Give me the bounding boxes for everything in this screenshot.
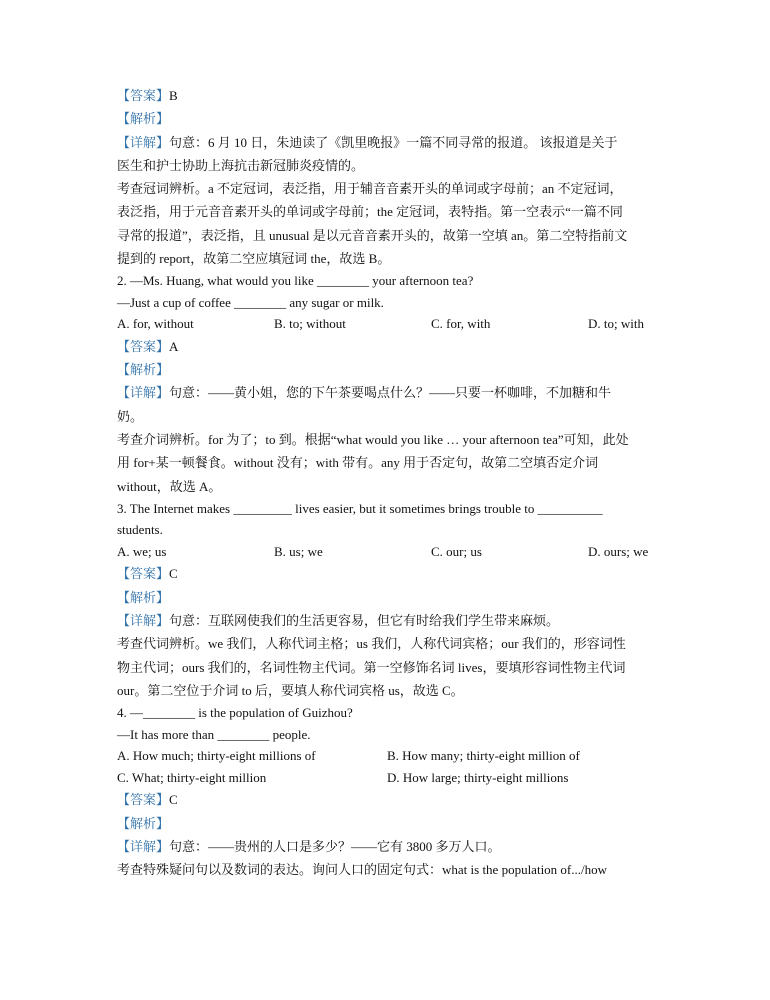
option-b: B. us; we (274, 543, 323, 559)
answer-value: C (169, 566, 178, 582)
option-b: B. to; without (274, 316, 346, 332)
option-a: A. for, without (117, 316, 194, 332)
explanation-line: 提到的 report，故第二空应填冠词 the，故选 B。 (117, 251, 391, 267)
detail-line: 奶。 (117, 408, 144, 424)
question-line: students. (117, 522, 163, 538)
detail-line: 医生和护士协助上海抗击新冠肺炎疫情的。 (117, 157, 365, 173)
option-d: D. to; with (588, 316, 644, 332)
explanation-line: 考查介词辨析。for 为了；to 到。根据“what would you like … your afternoon tea”可知，此处 (117, 432, 629, 448)
explanation-line: 考查冠词辨析。a 不定冠词，表泛指，用于辅音音素开头的单词或字母前；an 不定冠词， (117, 181, 623, 197)
question-line: —Just a cup of coffee ________ any sugar or milk. (117, 294, 384, 310)
explanation-line: 用 for+某一顿餐食。without 没有；with 带有。any 用于否定句，故第二空填否定介词 (117, 455, 599, 471)
answer-value: B (169, 88, 178, 103)
detail-tag: 【详解】 (117, 613, 170, 629)
option-c: C. our; us (431, 543, 482, 559)
option-d: D. How large; thirty-eight millions (387, 769, 569, 785)
explanation-line: 表泛指，用于元音音素开头的单词或字母前；the 定冠词，表特指。第一空表示“一篇不同 (117, 204, 623, 220)
question-line: 3. The Internet makes _________ lives easier, but it sometimes brings trouble to __________ (117, 500, 603, 516)
analysis-tag: 【解析】 (117, 362, 170, 378)
explanation-line: our。第二空位于介词 to 后，要填人称代词宾格 us，故选 C。 (117, 682, 464, 698)
question-line: —It has more than ________ people. (117, 726, 311, 742)
answer-tag: 【答案】 (117, 88, 170, 103)
detail-text: 句意：6 月 10 日，朱迪读了《凯里晚报》一篇不同寻常的报道。 该报道是关于 (169, 134, 618, 150)
analysis-line (117, 107, 657, 130)
option-d: D. ours; we (588, 543, 649, 559)
option-a: A. we; us (117, 543, 167, 559)
options-row (117, 767, 657, 789)
explanation-line: without，故选 A。 (117, 478, 222, 494)
options-row (117, 313, 657, 335)
explanation-line: 物主代词；ours 我们的，名词性物主代词。第一空修饰名词 lives，要填形容词性物主代词 (117, 659, 626, 675)
detail-text: 句意：——黄小姐，您的下午茶要喝点什么？——只要一杯咖啡，不加糖和牛 (169, 385, 612, 401)
option-c: C. for, with (431, 316, 491, 332)
analysis-line (117, 812, 657, 835)
analysis-tag: 【解析】 (117, 589, 170, 605)
detail-line (117, 381, 657, 404)
option-c: C. What; thirty-eight million (117, 769, 267, 785)
explanation-line: 寻常的报道”，表泛指，且 unusual 是以元音音素开头的，故第一空填 an。第二空特指前文 (117, 227, 628, 243)
detail-tag: 【详解】 (117, 134, 170, 150)
document-content (117, 84, 657, 881)
option-a: A. How much; thirty-eight millions of (117, 748, 316, 764)
detail-tag: 【详解】 (117, 838, 170, 854)
analysis-line (117, 358, 657, 381)
detail-line (117, 609, 657, 632)
analysis-line (117, 586, 657, 609)
options-row (117, 745, 657, 767)
analysis-tag: 【解析】 (117, 111, 170, 127)
answer-line (117, 788, 657, 811)
answer-value: A (169, 338, 179, 354)
answer-tag: 【答案】 (117, 338, 170, 354)
detail-line (117, 835, 657, 858)
detail-line (117, 131, 657, 154)
answer-value: C (169, 792, 178, 808)
explanation-line: 考查代词辨析。we 我们，人称代词主格；us 我们，人称代词宾格；our 我们的，形容词性 (117, 636, 626, 652)
option-b: B. How many; thirty-eight million of (387, 748, 580, 764)
answer-line (117, 562, 657, 585)
question-line: 2. —Ms. Huang, what would you like ________ your afternoon tea? (117, 273, 474, 289)
answer-tag: 【答案】 (117, 792, 170, 808)
detail-tag: 【详解】 (117, 385, 170, 401)
detail-text: 句意：互联网使我们的生活更容易，但它有时给我们学生带来麻烦。 (169, 613, 560, 629)
answer-line (117, 335, 657, 358)
options-row (117, 541, 657, 563)
question-line: 4. —________ is the population of Guizhou? (117, 705, 353, 721)
detail-text: 句意：——贵州的人口是多少？——它有 3800 多万人口。 (169, 838, 501, 854)
explanation-line: 考查特殊疑问句以及数词的表达。询问人口的固定句式：what is the population of.../how (117, 862, 608, 878)
analysis-tag: 【解析】 (117, 815, 170, 831)
answer-line (117, 84, 657, 107)
answer-tag: 【答案】 (117, 566, 170, 582)
